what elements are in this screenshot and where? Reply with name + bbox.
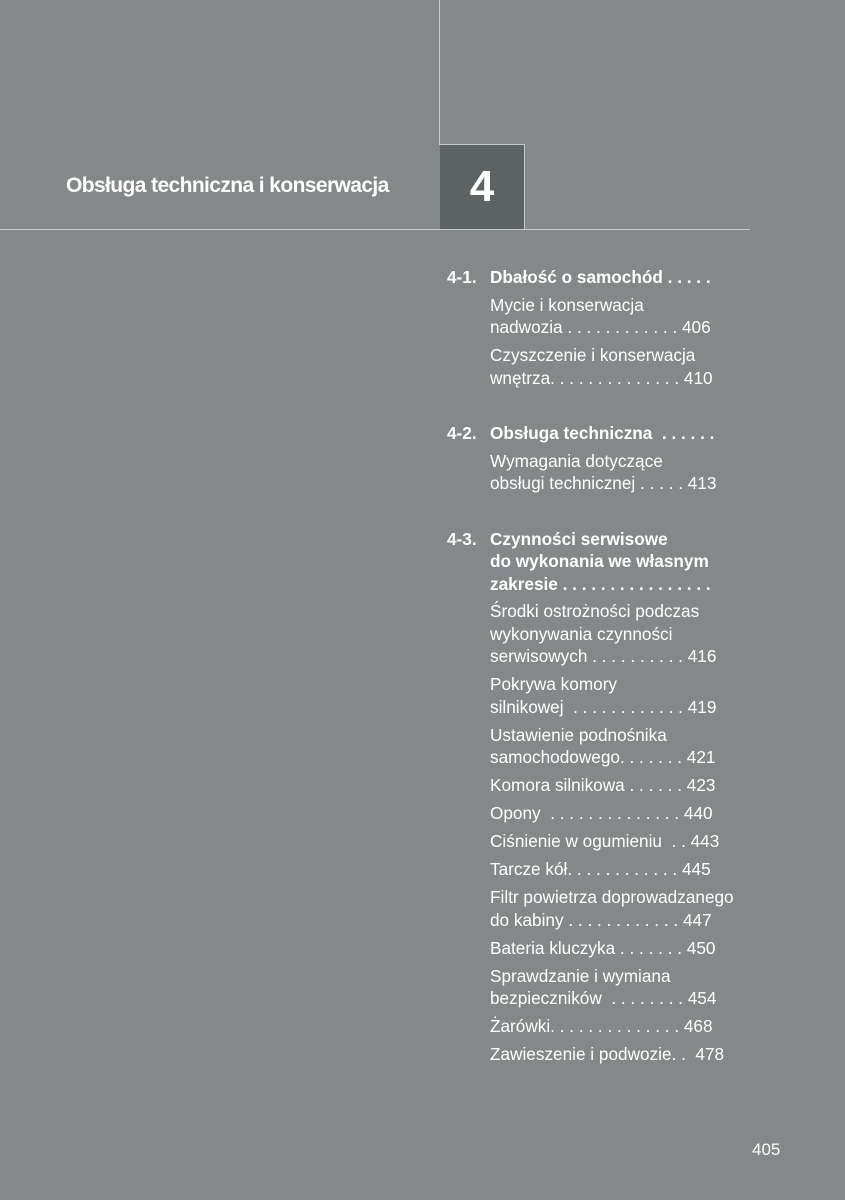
toc-entry-line: wnętrza. . . . . . . . . . . . . . 410 (490, 367, 713, 388)
toc-entries (447, 294, 757, 390)
toc-entry-line: serwisowych . . . . . . . . . . 416 (490, 646, 717, 666)
toc-entry-line: Opony . . . . . . . . . . . . . . 440 (490, 803, 713, 823)
toc-entry-line: Pokrywa komory (490, 674, 618, 694)
toc-section-title (490, 266, 757, 289)
toc-entry-line: nadwozia . . . . . . . . . . . . 406 (490, 317, 711, 337)
chapter-number: 4 (469, 162, 495, 211)
toc-entry-line: Tarcze kół. . . . . . . . . . . . 445 (490, 859, 711, 879)
table-of-contents (447, 266, 757, 1099)
toc-section-heading (447, 528, 757, 596)
chapter-number-box (440, 144, 525, 229)
toc-entry-line: Ustawienie podnośnika (490, 724, 667, 745)
toc-entry-line: Filtr powietrza doprowadzanego (490, 887, 734, 907)
toc-entry-line: silnikowej . . . . . . . . . . . . 419 (490, 696, 717, 717)
toc-entry-line: samochodowego. . . . . . . 421 (490, 747, 716, 767)
toc-section-heading (447, 266, 757, 289)
toc-entry-line: Środki ostrożności podczas (490, 601, 700, 621)
toc-section-title-line: Obsługa techniczna . . . . . . (490, 423, 715, 443)
toc-entry-line: Sprawdzanie i wymiana (490, 965, 671, 986)
toc-entry (490, 673, 757, 718)
toc-entry (490, 600, 757, 668)
toc-section-number: 4-1. (447, 267, 477, 287)
toc-section-heading (447, 422, 757, 445)
toc-section-title-line: do wykonania we własnym (490, 551, 709, 571)
toc-entry (490, 1043, 757, 1066)
toc-entry-line: Mycie i konserwacja (490, 294, 644, 315)
toc-entry (490, 802, 757, 825)
toc-entry-line: Żarówki. . . . . . . . . . . . . . 468 (490, 1016, 713, 1036)
toc-entry (490, 937, 757, 960)
toc-entry (490, 965, 757, 1010)
toc-entry-line: Ciśnienie w ogumieniu . . 443 (490, 831, 720, 851)
toc-section-title (490, 422, 757, 445)
toc-section-number: 4-3. (447, 528, 477, 549)
toc-entry (490, 858, 757, 881)
toc-entries (447, 450, 757, 495)
toc-section (447, 528, 757, 1066)
chapter-title: Obsługa techniczna i konserwacja (66, 174, 389, 197)
toc-entry (490, 344, 757, 389)
toc-entry (490, 830, 757, 853)
toc-entry-line: Bateria kluczyka . . . . . . . 450 (490, 937, 716, 958)
toc-section-title-line: Dbałość o samochód . . . . . (490, 267, 711, 287)
toc-entry-line: Zawieszenie i podwozie. . 478 (490, 1044, 725, 1064)
toc-entry (490, 774, 757, 797)
toc-entry-line: Wymagania dotyczące (490, 450, 663, 471)
toc-entry-line: obsługi technicznej . . . . . 413 (490, 473, 717, 493)
toc-entry (490, 294, 757, 339)
toc-entry (490, 724, 757, 769)
toc-section-number: 4-2. (447, 423, 477, 443)
toc-entry (490, 886, 757, 931)
toc-section-title (490, 528, 757, 596)
toc-entries (447, 600, 757, 1066)
toc-entry (490, 1015, 757, 1038)
toc-section-title-line: zakresie . . . . . . . . . . . . . . . . (490, 573, 711, 594)
toc-entry (490, 450, 757, 495)
toc-entry-line: bezpieczników . . . . . . . . 454 (490, 988, 717, 1008)
toc-entry-line: Czyszczenie i konserwacja (490, 345, 696, 365)
toc-section (447, 266, 757, 389)
toc-entry-line: Komora silnikowa . . . . . . 423 (490, 775, 716, 795)
header-underline (0, 229, 750, 230)
toc-entry-line: wykonywania czynności (490, 623, 673, 644)
page-number: 405 (752, 1140, 781, 1159)
toc-section-title-line: Czynności serwisowe (490, 528, 668, 549)
toc-entry-line: do kabiny . . . . . . . . . . . . 447 (490, 909, 712, 930)
vertical-divider-line (439, 0, 440, 145)
toc-section (447, 422, 757, 495)
